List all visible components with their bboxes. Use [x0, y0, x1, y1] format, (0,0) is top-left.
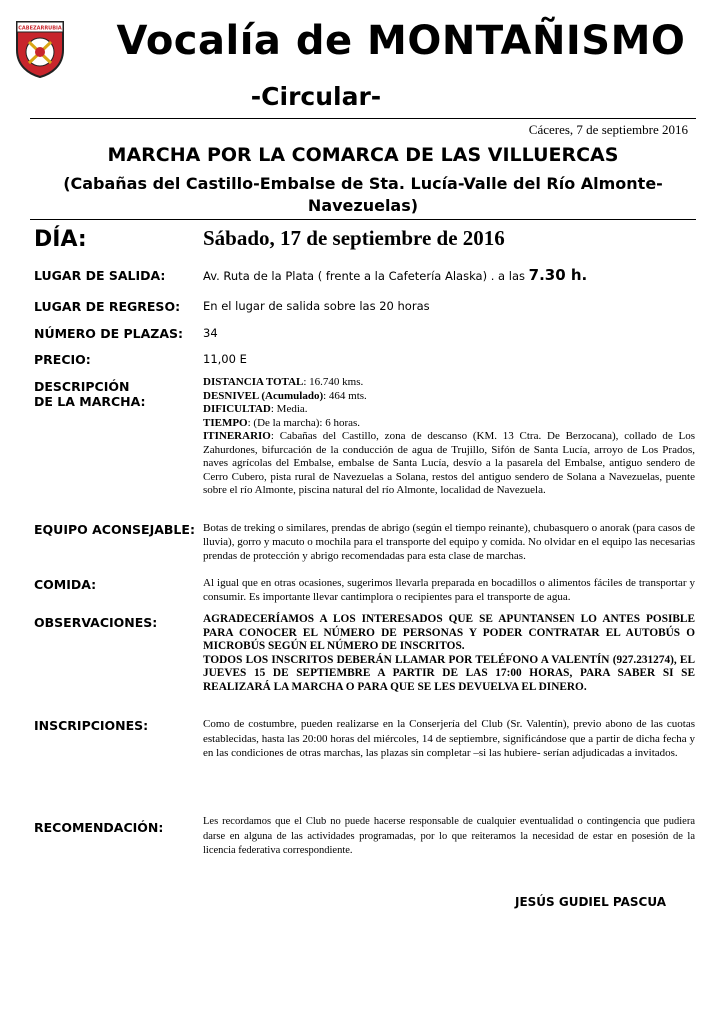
inscripciones-value: Como de costumbre, pueden realizarse en la Conserjería del Club (Sr. Valentín), previo abono de las cuotas establecidas, hasta las 20:00 horas del miércoles, 14 de septiembre, significándose que a partir de dicha fecha y en las condiciones de otras marchas, las plazas sin completar –si las hubiere- serían adjudicadas a invitados. [203, 718, 695, 759]
distancia-value: : 16.740 kms. [303, 376, 364, 388]
salida-text: Av. Ruta de la Plata ( frente a la Cafetería Alaska) . a las [203, 269, 525, 283]
document-date: Cáceres, 7 de septiembre 2016 [528, 122, 688, 137]
distancia-line [203, 376, 695, 390]
comida-value: Al igual que en otras ocasiones, sugerimos llevarla preparada en bocadillos o alimentos fáciles de transportar y consumir. Es importante llevar cantimplora o recipientes para el transporte de agua. [203, 577, 695, 603]
itinerario-value: : Cabañas del Castillo, zona de descanso (KM. 13 Ctra. De Berzocana), collado de Los Zahurdones, bifurcación de la conducción de agua de Trujillo, Sifón de Santa Lucía, arroyo de Los Prados, naves agrícolas del Embalse, embalse de Santa Lucía, desvío a la pasarela del Embalse, antiguo sendero de Cerro Cubero, pista rural de Navezuelas a Solana, restos del antiguo sendero de Solana a Navezuelas, puente sobre el río Almonte, piscina natural del río Almonte, localidad de Navezuela. [203, 430, 695, 496]
dificultad-line [203, 403, 695, 417]
observaciones-label: OBSERVACIONES: [34, 615, 158, 630]
logo-text: CABEZARRUBIA [18, 25, 62, 32]
dia-label: DÍA: [34, 227, 87, 252]
tiempo-value: : (De la marcha): 6 horas. [247, 416, 361, 429]
salida-hora: 7.30 h. [528, 266, 588, 284]
dificultad-value: : Media. [270, 403, 308, 415]
desnivel-label: DESNIVEL (Acumulado) [203, 389, 324, 402]
regreso-value: En el lugar de salida sobre las 20 horas [203, 299, 430, 313]
plazas-label: NÚMERO DE PLAZAS: [34, 326, 183, 341]
descripcion-label-line1: DESCRIPCIÓN [34, 379, 130, 394]
inscripciones-label: INSCRIPCIONES: [34, 718, 149, 733]
page-title: Vocalía de MONTAÑISMO [116, 18, 686, 64]
comida-label: COMIDA: [34, 577, 97, 592]
observaciones-value [203, 613, 695, 694]
desnivel-value: : 464 mts. [323, 389, 367, 402]
divider [30, 219, 696, 220]
descripcion-label-line2: DE LA MARCHA: [34, 394, 146, 409]
distancia-label: DISTANCIA TOTAL [203, 376, 304, 388]
salida-value [203, 268, 695, 284]
event-subtitle: (Cabañas del Castillo-Embalse de Sta. Lucía-Valle del Río Almonte-Navezuelas) [63, 174, 663, 215]
equipo-value: Botas de treking o similares, prendas de abrigo (según el tiempo reinante), chubasquero o anorak (para casos de lluvia), gorro y macuto o mochila para el transporte del equipo y comida. No olvidar en el equipo las necesarias prendas de protección y abrigo recomendadas para esta clase de marchas. [203, 522, 695, 562]
tiempo-label: TIEMPO [203, 416, 248, 429]
precio-label: PRECIO: [34, 352, 91, 367]
descripcion-value [203, 376, 695, 498]
observaciones-p2: TODOS LOS INSCRITOS DEBERÁN LLAMAR POR TELÉFONO A VALENTÍN (927.231274), EL JUEVES 15 DE SEPTIEMBRE A PARTIR DE LAS 17:00 HORAS, PARA SABER SI SE REALIZARÁ LA MARCHA O PARA QUE SE LES DEVUELVA EL DINERO. [203, 653, 695, 693]
recomendacion-value: Les recordamos que el Club no puede hacerse responsable de cualquier eventualidad o contingencia que pudiera darse en alguna de las actividades programadas, por lo que reiteramos la necesidad de estar en posesión de la licencia federativa correspondiente. [203, 816, 695, 856]
tiempo-line [203, 417, 695, 431]
dia-value: Sábado, 17 de septiembre de 2016 [203, 226, 505, 250]
plazas-value: 34 [203, 326, 218, 340]
salida-label: LUGAR DE SALIDA: [34, 268, 166, 283]
divider [30, 118, 696, 119]
regreso-label: LUGAR DE REGRESO: [34, 299, 181, 314]
dificultad-label: DIFICULTAD [203, 403, 271, 415]
itinerario-label: ITINERARIO [203, 430, 271, 442]
precio-value: 11,00 E [203, 352, 247, 366]
itinerario-line [203, 430, 695, 498]
event-title: MARCHA POR LA COMARCA DE LAS VILLUERCAS [107, 144, 619, 166]
page-subtitle: -Circular- [250, 82, 382, 111]
recomendacion-label: RECOMENDACIÓN: [34, 820, 164, 835]
desnivel-line [203, 390, 695, 404]
observaciones-p1: AGRADECERÍAMOS A LOS INTERESADOS QUE SE APUNTANSEN LO ANTES POSIBLE PARA CONOCER EL NÚMERO DE PERSONAS Y PODER CONTRATAR EL AUTOBÚS O MICROBÚS SEGÚN EL NÚMERO DE INSCRITOS. [203, 613, 695, 652]
signature: JESÚS GUDIEL PASCUA [514, 895, 666, 909]
equipo-label: EQUIPO ACONSEJABLE: [34, 522, 195, 537]
club-logo [14, 14, 66, 78]
descripcion-label [34, 379, 146, 409]
